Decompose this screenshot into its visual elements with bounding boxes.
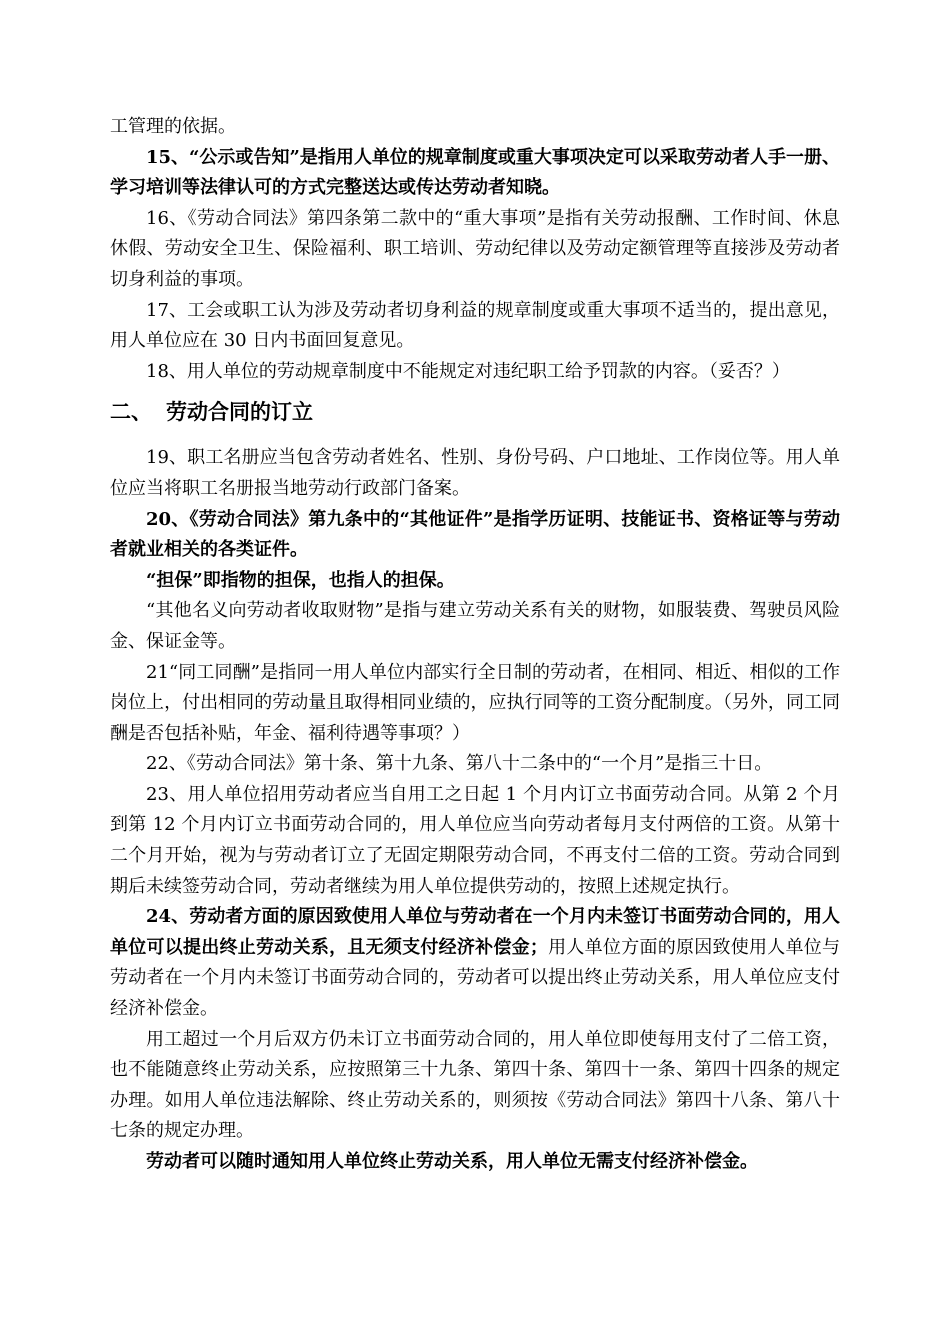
section-number: 二、 [110, 400, 152, 425]
paragraph-continuation: 工管理的依据。 [110, 116, 236, 137]
paragraph-24-termination: 劳动者可以随时通知用人单位终止劳动关系，用人单位无需支付经济补偿金。 [146, 1151, 758, 1172]
paragraph-20-guarantee: “担保”即指物的担保，也指人的担保。 [146, 569, 455, 591]
paragraph-24-overtime: 用工超过一个月后双方仍未订立书面劳动合同的，用人单位即使每用支付了二倍工资，也不能随意终止劳动关系，应按照第三十九条、第四十条、第四十一条、第四十四条的规定办理。如用人单位违法解除、终止劳动关系的，则须按《劳动合同法》第四十八条、第八十七条的规定办理。 [110, 1028, 840, 1142]
section-heading-2 [110, 397, 840, 427]
paragraph-19: 19、职工名册应当包含劳动者姓名、性别、身份号码、户口地址、工作岗位等。用人单位应当将职工名册报当地劳动行政部门备案。 [110, 447, 840, 499]
paragraph-24-rest: 用人单位方面的原因致使用人单位与劳动者在一个月内未签订书面劳动合同的，劳动者可以提出终止劳动关系，用人单位应支付经济补偿金。 [110, 936, 841, 1020]
section-title: 劳动合同的订立 [166, 400, 313, 425]
paragraph-20: 20、《劳动合同法》第九条中的“其他证件”是指学历证明、技能证书、资格证等与劳动者就业相关的各类证件。 [110, 508, 840, 561]
paragraph-22: 22、《劳动合同法》第十条、第十九条、第八十二条中的“一个月”是指三十日。 [146, 753, 773, 775]
paragraph-16: 16、《劳动合同法》第四条第二款中的“重大事项”是指有关劳动报酬、工作时间、休息休假、劳动安全卫生、保险福利、职工培训、劳动纪律以及劳动定额管理等直接涉及劳动者切身利益的事项。 [110, 207, 840, 290]
paragraph-18: 18、用人单位的劳动规章制度中不能规定对违纪职工给予罚款的内容。（妥否？） [146, 360, 790, 382]
paragraph-20-property: “其他名义向劳动者收取财物”是指与建立劳动关系有关的财物，如服装费、驾驶员风险金、保证金等。 [110, 600, 840, 652]
paragraph-23: 23、用人单位招用劳动者应当自用工之日起 1 个月内订立书面劳动合同。从第 2 个月到第 12 个月内订立书面劳动合同的，用人单位应当向劳动者每月支付两倍的工资。从第十二个月开始，视为与劳动者订立了无固定期限劳动合同，不再支付二倍的工资。劳动合同到期后未续签劳动合同，劳动者继续为用人单位提供劳动的，按照上述规定执行。 [110, 783, 840, 897]
paragraph-17: 17、工会或职工认为涉及劳动者切身利益的规章制度或重大事项不适当的，提出意见，用人单位应在 30 日内书面回复意见。 [110, 299, 840, 352]
paragraph-24-bold: 24、劳动者方面的原因致使用人单位与劳动者在一个月内未签订书面劳动合同的，用人单位可以提出终止劳动关系，且无须支付经济补偿金； [110, 906, 840, 958]
paragraph-24 [110, 902, 840, 1024]
paragraph-21: 21“同工同酬”是指同一用人单位内部实行全日制的劳动者，在相同、相近、相似的工作岗位上，付出相同的劳动量且取得相同业绩的，应执行同等的工资分配制度。（另外，同工同酬是否包括补贴，年金、福利待遇等事项？） [110, 661, 840, 744]
paragraph-15: 15、“公示或告知”是指用人单位的规章制度或重大事项决定可以采取劳动者人手一册、学习培训等法律认可的方式完整送达或传达劳动者知晓。 [110, 146, 840, 199]
